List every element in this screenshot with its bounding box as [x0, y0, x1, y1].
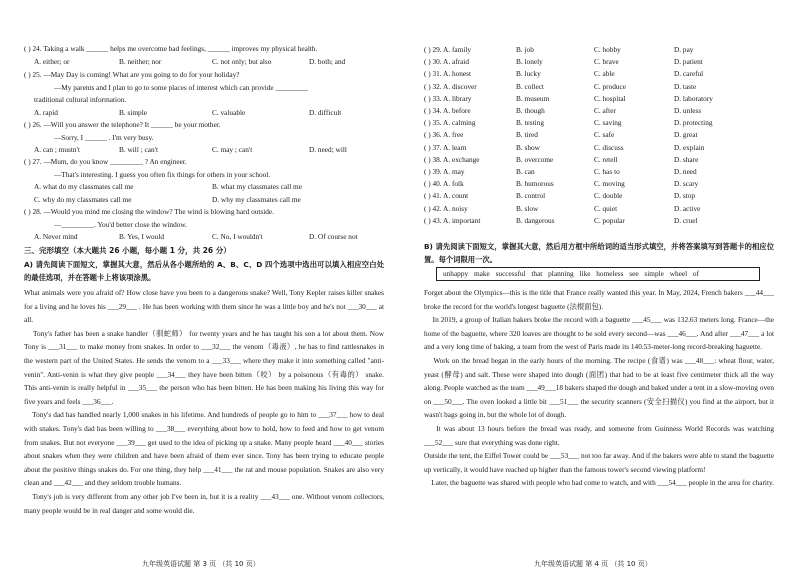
option-b: B. humorous — [516, 179, 554, 189]
option-c: C. quiet — [594, 203, 618, 213]
option-d: D. active — [674, 203, 701, 213]
option-b: B. overcome — [516, 154, 554, 164]
option-a: ( ) 39. A. may — [424, 167, 465, 176]
option-d: D. cruel — [674, 215, 698, 225]
word-box: unhappy make successful that planning like homeless see simple wheel of — [436, 267, 760, 281]
option-c: C. brave — [594, 57, 619, 67]
q26-line2: —Sorry, I ______ . I'm very busy. — [54, 133, 154, 142]
option-d: D. scary — [674, 179, 699, 189]
option-a: ( ) 30. A. afraid — [424, 57, 469, 67]
q27-opt-d: D. why my classmates call me — [212, 195, 301, 204]
q25-opt-a: A. rapid — [34, 108, 58, 117]
page-footer-4: 九年级英语试题 第 4 页 （共 10 页） — [534, 560, 652, 568]
option-b: B. museum — [516, 93, 550, 103]
option-c: C. hospital — [594, 93, 626, 103]
option-b: B. show — [516, 142, 540, 152]
q25-stem: ( ) 25. —May Day is coming! What are you going to do for your holiday? — [24, 70, 240, 79]
q28-opt-c: C. No, I wouldn't — [212, 232, 263, 241]
option-d: D. need — [674, 167, 697, 176]
option-b: B. lucky — [516, 69, 541, 79]
option-d: D. careful — [674, 69, 704, 79]
option-c: C. retell — [594, 154, 618, 164]
option-d: D. protecting — [674, 118, 713, 128]
option-b: B. slow — [516, 203, 539, 213]
q27-opt-a: A. what do my classmates call me — [34, 182, 134, 191]
q24-opt-a: A. either; or — [34, 57, 70, 66]
option-a: ( ) 38. A. exchange — [424, 154, 480, 164]
option-c: C. discuss — [594, 142, 624, 152]
q25-opt-d: D. difficult — [309, 108, 342, 117]
option-d: D. great — [674, 130, 698, 140]
option-a: ( ) 37. A. learn — [424, 142, 467, 152]
q26-opt-a: A. can ; mustn't — [34, 145, 80, 154]
q26-opt-c: C. may ; can't — [212, 145, 253, 154]
q26-stem: ( ) 26. —Will you answer the telephone? It ______ be your mother. — [24, 120, 221, 129]
q24-stem: ( ) 24. Taking a walk ______ helps me overcome bad feelings, ______ improves my physical health. — [24, 44, 318, 53]
option-c: C. has to — [594, 167, 620, 176]
section-heading: 三、完形填空（本大题共 26 小题，每小题 1 分，共 26 分） — [24, 246, 231, 255]
option-a: ( ) 29. A. family — [424, 45, 472, 54]
q28-opt-a: A. Never mind — [34, 232, 78, 241]
cloze-a-passage: What animals were you afraid of? How close have you been to a dangerous snake? Well, Tony Kepler raises killer snakes for a living and he loves his ___29___ . He has been working with them since he was a little boy and he's not ___30___ at all. Tony's father has been a snake handler（驯蛇师） for twenty years and he has taught his son a lot about them. Now Tony is ___31___ to make money from snakes. In order to ___32___ the venom（毒液）, he has to find rattlesnakes in the western part of the United States. He sends the venom to a ___33___ where they make it into something called "anti-venin". Anti-venin is what they give people ___34___ they have been bitten（咬） by a poisonous（有毒的） snake. This anti-venin is really helpful in ___35___ the person who has been bitten. He has been making his living this way for five years and feels ___36___. Tony's dad has handled nearly 1,000 snakes in his lifetime. And hundreds of people go to him to ___37___ how to deal with snakes. Tony's dad has been willing to ___38___ everything about how to hold, how to feed and how to get venom from snakes. But not everyone ___39___ get used to the idea of picking up a snake. Many people heard ___40___ stories about snakes when they were children and have been afraid of them ever since. Tony has been trying to educate people about the positive things snakes do. For one thing, they help ___41___ the rat and mouse population. Snakes are also very clean and ___42___ and they seldom trouble humans. Tony's job is very different from any other job I've been in, but it is a reality ___43___ one. Without venom collectors, many people would be in real danger and some would die. — [24, 288, 385, 515]
cloze-b-passage: Forget about the Olympics—this is the title that France really wanted this year. In May, 2024, French bakers ___44___ broke the record for the world's longest baguette (法棍面包). In 2019, a group of Italian bakers broke the record with a baguette ___45___ was 132.63 meters long. France—the home of the baguette, where 320 loaves are thought to be sold every second—was ___46___. And after ___47___ a lot and a very long time of baking, a team from the west of Paris made its 140.53-meter-long record-breaking baguette. Work on the bread began in the early hours of the morning. The recipe (食谱) was ___48___: wheat flour, water, yeast (酵母) and salt. These were shaped into dough (面团) that had to be at least five centimeter thick all the way along. People watched as the team ___49___18 bakers shaped the dough and baked under a tent in a slow-moving oven on ___50___. The oven looked a little bit ___51___ the security scanners (安全扫描仪) you find at the airport, but it wasn't bags going in, but the whole lot of dough. It was about 13 hours before the bread was ready, and someone from Guinness World Records was watching ___52___ sure that everything was done right. Outside the tent, the Eiffel Tower could be ___53___ not too far away. And if the bakers were able to stand the baguette up vertically, it would have reached up higher than the famous tower's second viewing platform! Later, the baguette was shared with people who had come to watch, and with ___54___ people in the area for charity. — [424, 288, 775, 488]
option-d: D. patient — [674, 57, 703, 67]
option-a: ( ) 36. A. free — [424, 130, 464, 140]
q25-opt-c: C. valuable — [212, 108, 246, 117]
q26-opt-b: B. will ; can't — [119, 145, 159, 154]
q27-opt-b: B. what my classmates call me — [212, 182, 302, 191]
option-a: ( ) 42. A. noisy — [424, 203, 468, 213]
q25-opt-b: B. simple — [119, 108, 147, 117]
option-c: C. produce — [594, 81, 627, 91]
q24-opt-c: C. not only; but also — [212, 57, 272, 66]
q28-opt-b: B. Yes, I would — [119, 232, 165, 241]
q24-opt-d: D. both; and — [309, 57, 346, 66]
option-a: ( ) 43. A. important — [424, 215, 481, 225]
option-d: D. share — [674, 154, 699, 164]
option-b: B. lonely — [516, 57, 543, 67]
option-d: D. laboratory — [674, 93, 713, 103]
q27-line2: —That's interesting. I guess you often fix things for others in your school. — [54, 170, 271, 179]
q27-opt-c: C. why do my classmates call me — [34, 195, 132, 204]
q26-opt-d: D. need; will — [309, 145, 347, 154]
option-b: B. job — [516, 45, 534, 54]
option-a: ( ) 34. A. before — [424, 106, 471, 115]
q25-line3: traditional cultural information. — [34, 95, 127, 104]
option-c: C. double — [594, 191, 623, 201]
option-c: C. popular — [594, 215, 625, 225]
option-d: D. pay — [674, 45, 694, 54]
option-c: C. moving — [594, 179, 625, 189]
option-a: ( ) 31. A. honest — [424, 69, 472, 79]
option-d: D. unless — [674, 106, 702, 115]
option-a: ( ) 35. A. calming — [424, 118, 476, 128]
q28-line2: —_________. You'd better close the window. — [54, 220, 187, 229]
option-d: D. explain — [674, 142, 705, 152]
option-c: C. saving — [594, 118, 622, 128]
cloze-a-instructions: A) 请先阅读下面短文，掌握其大意，然后从各小题所给的 A、B、C、D 四个选项中选出可以填入相应空白处的最佳选项，并在答题卡上将该项涂黑。 — [24, 260, 384, 282]
cloze-b-instructions: B) 请先阅读下面短文，掌握其大意，然后用方框中所给词的适当形式填空，并将答案填写到答题卡的相应位置。每个词限用一次。 — [424, 242, 774, 264]
option-a: ( ) 40. A. folk — [424, 179, 464, 189]
q28-stem: ( ) 28. —Would you mind me closing the window? The wind is blowing hard outside. — [24, 207, 274, 216]
option-c: C. hobby — [594, 45, 621, 54]
q27-stem: ( ) 27. —Mum, do you know _________ ? An engineer. — [24, 157, 187, 166]
option-b: B. collect — [516, 81, 544, 91]
option-d: D. taste — [674, 81, 697, 91]
page-footer-3: 九年级英语试题 第 3 页 （共 10 页） — [142, 560, 260, 568]
option-a: ( ) 32. A. discover — [424, 81, 477, 91]
q24-opt-b: B. neither; nor — [119, 57, 162, 66]
option-b: B. tired — [516, 130, 538, 140]
option-a: ( ) 41. A. count — [424, 191, 469, 201]
option-b: B. though — [516, 106, 545, 115]
option-c: C. safe — [594, 130, 615, 140]
option-b: B. dangerous — [516, 215, 555, 225]
option-b: B. testing — [516, 118, 544, 128]
q28-opt-d: D. Of course not — [309, 232, 358, 241]
option-c: C. after — [594, 106, 616, 115]
option-d: D. stop — [674, 191, 696, 201]
option-b: B. control — [516, 191, 546, 201]
option-b: B. can — [516, 167, 535, 176]
q25-line2: —My parents and I plan to go to some places of interest which can provide _________ — [54, 83, 309, 92]
option-c: C. able — [594, 69, 615, 79]
option-a: ( ) 33. A. library — [424, 93, 472, 103]
